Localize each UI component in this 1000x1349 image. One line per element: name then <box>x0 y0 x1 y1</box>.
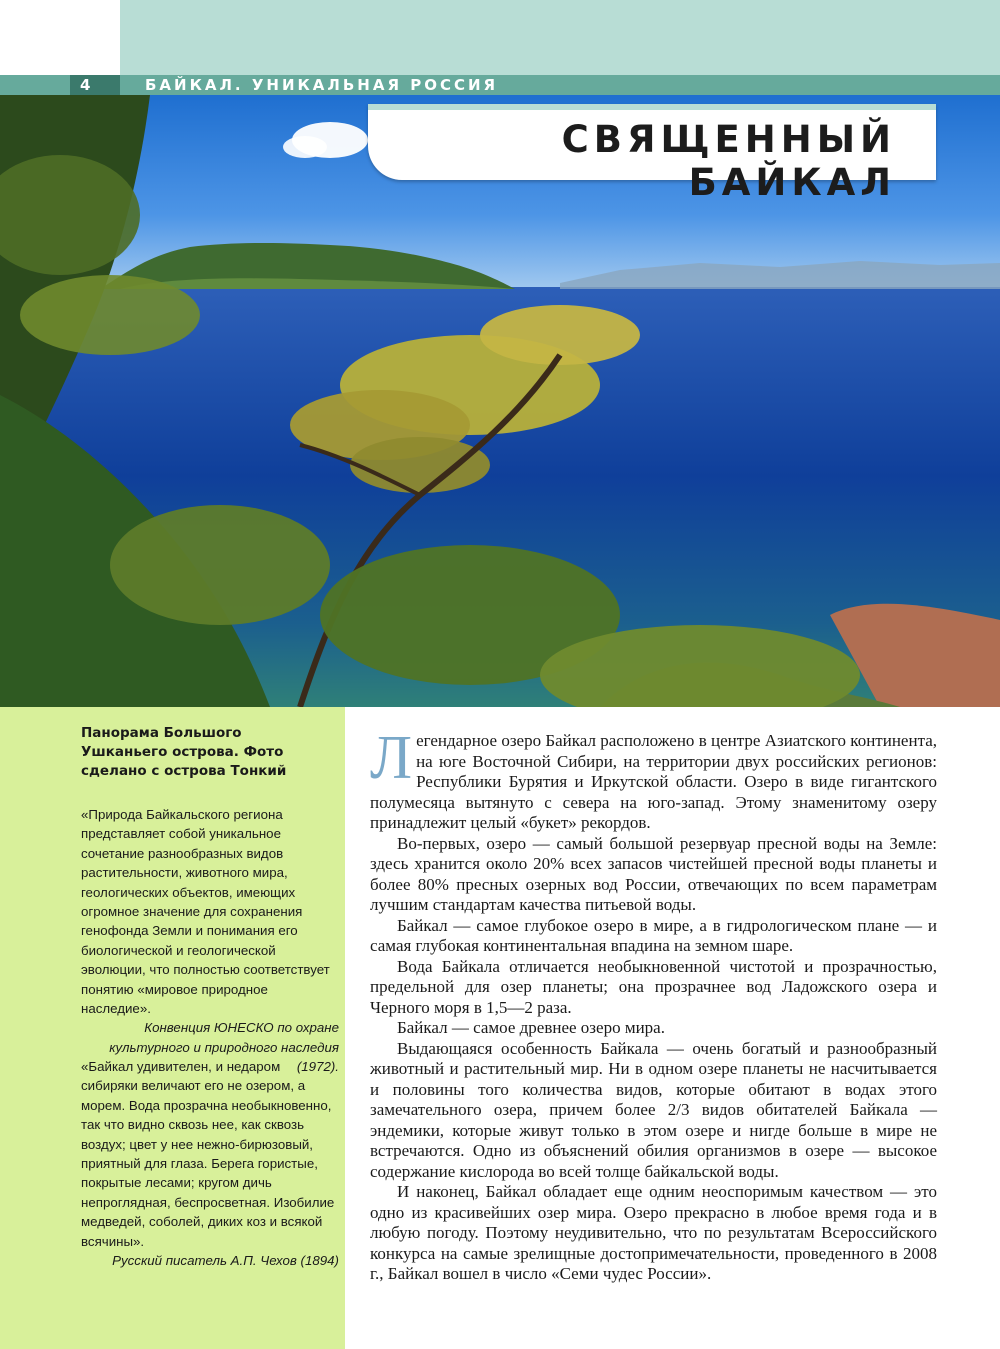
title-box-edge <box>368 104 936 110</box>
drop-cap: Л <box>370 724 413 792</box>
title-box <box>368 104 936 204</box>
quote-source: Конвенция ЮНЕСКО по охране культурного и природного наследия (1972). <box>109 1020 339 1075</box>
quote-source: Русский писатель А.П. Чехов (1894) <box>112 1253 339 1269</box>
article-paragraph: Байкал — самое глубокое озеро в мире, а в гидрологическом плане — и самая глубокая континентальная впадина на земном шаре. <box>370 915 937 955</box>
header-corner-block <box>0 0 120 75</box>
page-title: СВЯЩЕННЫЙ БАЙКАЛ <box>561 118 896 204</box>
quote-text: «Байкал удивителен, и недаром сибиряки величают его не озером, а морем. Вода прозрачна необыкновенно, так что видно сквозь нее, как сквозь воздух; цвет у нее нежно-бирюзовый, приятный для глаза. Берега гористые, покрытые лесами; кругом дичь непроглядная, беспросветная. Изобилие медведей, соболей, диких коз и всякой всячины». <box>81 1059 335 1249</box>
article-paragraph: Байкал — самое древнее озеро мира. <box>397 1018 665 1037</box>
article-body <box>370 724 937 1285</box>
photo-caption: Панорама Большого Ушканьего острова. Фото сделано с острова Тонкий <box>81 725 287 779</box>
article-paragraph: Выдающаяся особенность Байкала — очень богатый и разнообразный животный и растительный мир. Ни в одном озере планеты не насчитывается и половины того количества видов, которые обитают в водах этого замечательного озера, причем более 2/3 видов обитателей Байкала — эндемики, которые живут только в этом озере и нигде больше в мире не встречаются. Одно из объяснений обилия организмов в озере — высокое содержание кислорода во всей толще байкальской воды. <box>370 1038 937 1181</box>
paragraph-text: егендарное озеро Байкал расположено в центре Азиатского континента, на юге Восточной Сибири, на территории двух российских регионов: Республики Бурятия и Иркутской области. Озеро в виде гигантского полумесяца вытянуто с севера на юго-запад. Этому знаменитому озеру принадлежит целый «букет» рекордов. <box>370 731 937 832</box>
article-paragraph: Во-первых, озеро — самый большой резервуар пресной воды на Земле: здесь хранится около 20% всех запасов чистейшей пресной воды планеты и более 80% пресных озерных вод России, отвечающих по всем параметрам лучшим стандартам качества питьевой воды. <box>370 833 937 914</box>
article-paragraph: И наконец, Байкал обладает еще одним неоспоримым качеством — это одно из красивейших озер мира. Озеро прекрасно в любое время года и в любую погоду. Поэтому неудивительно, что по результатам Всероссийского конкурса на самые зрелищные достопримечательности, проведенного в 2008 г., Байкал вошел в число «Семи чудес России». <box>370 1182 937 1283</box>
article-paragraph: Вода Байкала отличается необыкновенной чистотой и прозрачностью, предельной для озер планеты; она прозрачнее вод Ладожского озера и Черного моря в 1,5—2 раза. <box>370 956 937 1017</box>
page-number: 4 <box>70 75 120 95</box>
unesco-quote <box>81 805 339 1077</box>
running-head: БАЙКАЛ. УНИКАЛЬНАЯ РОССИЯ <box>145 76 499 94</box>
chekhov-quote <box>81 1057 339 1270</box>
article-paragraph <box>370 724 937 834</box>
quote-text: «Природа Байкальского региона представляет собой уникальное сочетание разнообразных видов растительности, животного мира, геологических объектов, имеющих огромное значение для сохранения генофонда Земли и понимания его биологической и геологической эволюции, что полностью соответствует понятию «мировое природное наследие». <box>81 807 330 1017</box>
